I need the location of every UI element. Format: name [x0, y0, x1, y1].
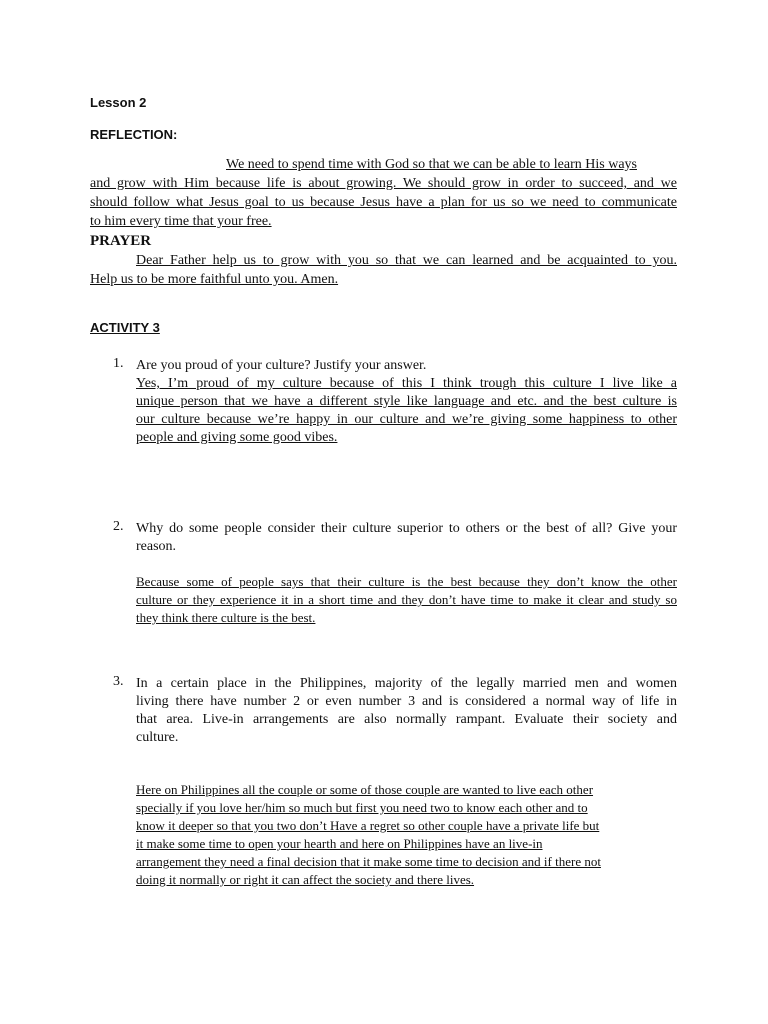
question-line: living there have number 2 or even number 3 and is considered a normal way of life in: [136, 694, 677, 709]
reflection-line: should follow what Jesus goal to us because Jesus have a plan for us so we need to communicate: [90, 195, 677, 210]
answer-line: Because some of people says that their culture is the best because they don’t know the other: [136, 574, 677, 589]
question-line: In a certain place in the Philippines, majority of the legally married men and women: [136, 676, 677, 691]
answer-line: unique person that we have a different style like language and etc. and the best culture is: [136, 394, 677, 409]
answer-line: they think there culture is the best.: [136, 610, 316, 625]
item-number: 2.: [113, 519, 124, 534]
prayer-heading: PRAYER: [90, 233, 152, 249]
reflection-line: We need to spend time with God so that we can be able to learn His ways: [226, 157, 637, 172]
reflection-heading: REFLECTION:: [90, 127, 178, 142]
prayer-line: Dear Father help us to grow with you so that we can learned and be acquainted to you.: [136, 253, 677, 268]
question-line: culture.: [136, 730, 179, 745]
answer-line: people and giving some good vibes.: [136, 430, 338, 445]
answer-line: know it deeper so that you two don’t Have a regret so other couple have a private life but: [136, 818, 600, 833]
question-line: Are you proud of your culture? Justify your answer.: [136, 358, 427, 373]
question-line: Why do some people consider their culture superior to others or the best of all? Give your: [136, 521, 677, 536]
answer-line: our culture because we’re happy in our culture and we’re giving some happiness to other: [136, 412, 677, 427]
prayer-line: Help us to be more faithful unto you. Amen.: [90, 272, 339, 287]
activity-heading: ACTIVITY 3: [90, 320, 160, 335]
lesson-title: Lesson 2: [90, 95, 147, 110]
answer-line: it make some time to open your hearth and here on Philippines have an live-in: [136, 836, 543, 851]
question-line: that area. Live-in arrangements are also normally rampant. Evaluate their society and: [136, 712, 677, 727]
answer-line: Yes, I’m proud of my culture because of this I think trough this culture I live like a: [136, 376, 677, 391]
answer-line: arrangement they need a final decision that it make some time to decision and if there not: [136, 854, 601, 869]
item-number: 3.: [113, 674, 124, 689]
reflection-line: and grow with Him because life is about growing. We should grow in order to succeed, and we: [90, 176, 677, 191]
answer-line: culture or they experience it in a short time and they don’t have time to make it clear and study so: [136, 592, 677, 607]
answer-line: Here on Philippines all the couple or some of those couple are wanted to live each other: [136, 782, 594, 797]
answer-line: doing it normally or right it can affect the society and there lives.: [136, 872, 475, 887]
question-line: reason.: [136, 539, 177, 554]
answer-line: specially if you love her/him so much but first you need two to know each other and to: [136, 800, 588, 815]
reflection-line: to him every time that your free.: [90, 214, 272, 229]
item-number: 1.: [113, 356, 124, 371]
